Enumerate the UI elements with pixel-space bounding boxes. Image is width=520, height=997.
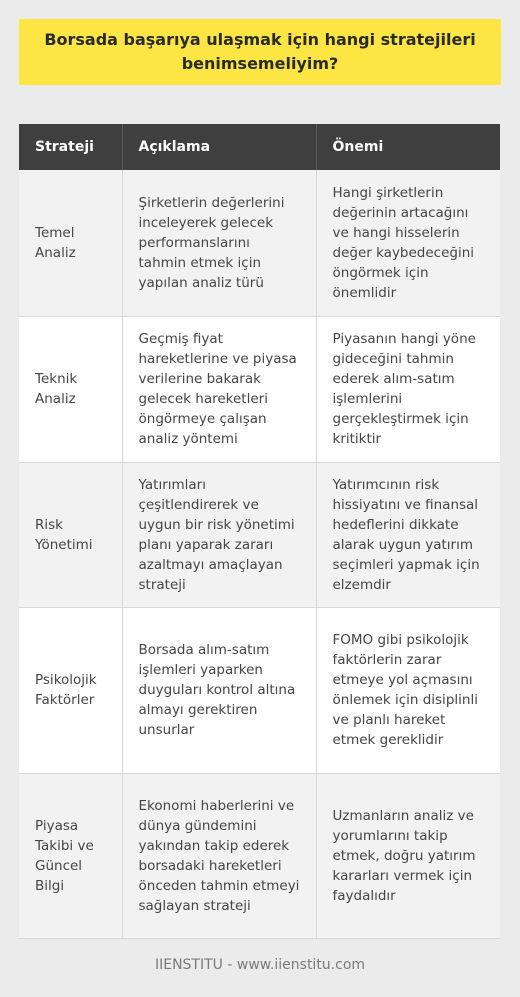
footer-credit: IIENSTITU - www.iienstitu.com bbox=[154, 957, 366, 973]
strategy-cell: Psikolojik Faktörler bbox=[19, 607, 122, 773]
header-strategy: Strateji bbox=[19, 124, 122, 170]
table-row bbox=[19, 170, 500, 316]
table-row bbox=[19, 462, 500, 607]
header-description: Açıklama bbox=[122, 124, 316, 170]
table-row bbox=[19, 316, 500, 462]
description-cell: Yatırımları çeşitlendirerek ve uygun bir risk yönetimi planı yaparak zararı azaltmayı amaçlayan strateji bbox=[122, 462, 316, 607]
importance-cell: Piyasanın hangi yöne gideceğini tahmin ederek alım-satım işlemlerini gerçekleştirmek için kritiktir bbox=[316, 316, 500, 462]
table-header bbox=[19, 124, 500, 170]
importance-cell: FOMO gibi psikolojik faktörlerin zarar etmeye yol açmasını önlemek için disiplinli ve planlı hareket etmek gereklidir bbox=[316, 607, 500, 773]
description-cell: Ekonomi haberlerini ve dünya gündemini yakından takip ederek borsadaki hareketleri önceden tahmin etmeyi sağlayan strateji bbox=[122, 773, 316, 938]
table-body bbox=[19, 170, 500, 938]
importance-cell: Yatırımcının risk hissiyatını ve finansal hedeflerini dikkate alarak uygun yatırım seçimleri yapmak için elzemdir bbox=[316, 462, 500, 607]
strategy-cell: Temel Analiz bbox=[19, 170, 122, 316]
table-row bbox=[19, 773, 500, 938]
page-title: Borsada başarıya ulaşmak için hangi stratejileri benimsemeliyim? bbox=[44, 30, 476, 73]
importance-cell: Uzmanların analiz ve yorumlarını takip etmek, doğru yatırım kararları vermek için faydalıdır bbox=[316, 773, 500, 938]
strategy-cell: Teknik Analiz bbox=[19, 316, 122, 462]
importance-cell: Hangi şirketlerin değerinin artacağını ve hangi hisselerin değer kaybedeceğini öngörmek için önemlidir bbox=[316, 170, 500, 316]
header-importance: Önemi bbox=[316, 124, 500, 170]
strategy-cell: Piyasa Takibi ve Güncel Bilgi bbox=[19, 773, 122, 938]
header-row bbox=[19, 124, 500, 170]
description-cell: Şirketlerin değerlerini inceleyerek gelecek performanslarını tahmin etmek için yapılan analiz türü bbox=[122, 170, 316, 316]
strategy-table bbox=[19, 124, 500, 939]
strategy-cell: Risk Yönetimi bbox=[19, 462, 122, 607]
description-cell: Borsada alım-satım işlemleri yaparken duyguları kontrol altına almayı gerektiren unsurlar bbox=[122, 607, 316, 773]
title-banner bbox=[19, 19, 501, 85]
description-cell: Geçmiş fiyat hareketlerine ve piyasa verilerine bakarak gelecek hareketleri öngörmeye çalışan analiz yöntemi bbox=[122, 316, 316, 462]
table-row bbox=[19, 607, 500, 773]
